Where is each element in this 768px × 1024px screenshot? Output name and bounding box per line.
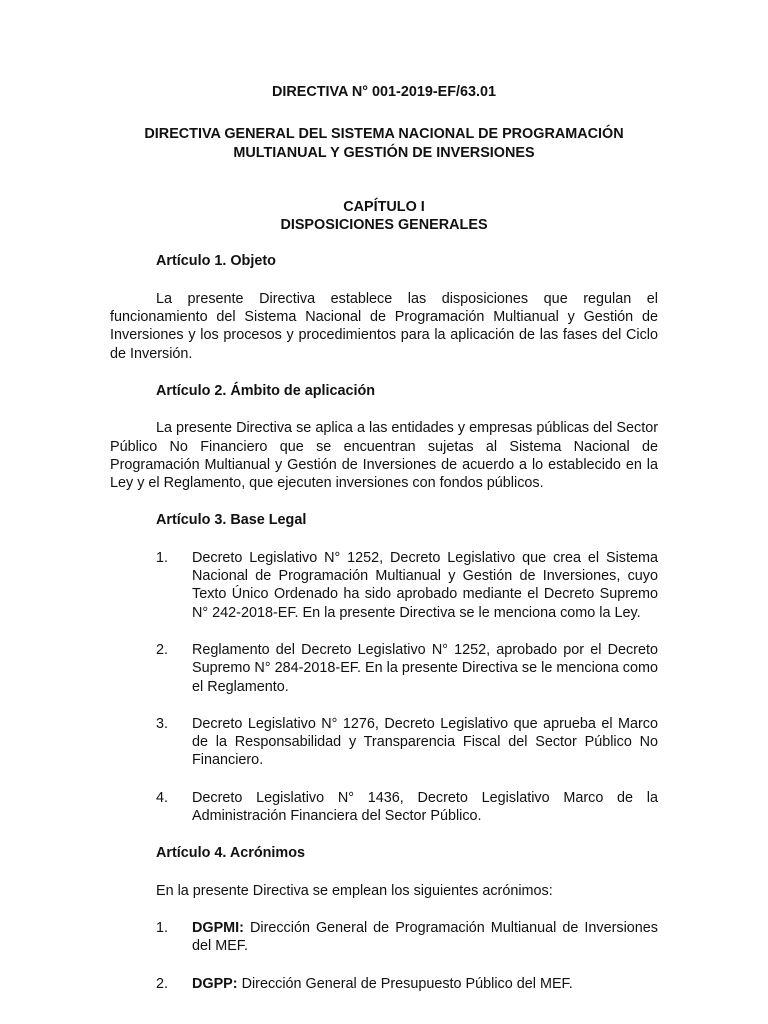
list-item xyxy=(110,789,658,826)
list-item-text: Reglamento del Decreto Legislativo N° 1252, aprobado por el Decreto Supremo N° 284-2018-EF. En la presente Directiva se le menciona como el Reglamento. xyxy=(192,641,658,695)
document-number: DIRECTIVA N° 001-2019-EF/63.01 xyxy=(271,84,497,100)
document-title-line-1: DIRECTIVA GENERAL DEL SISTEMA NACIONAL DE PROGRAMACIÓN xyxy=(144,126,624,143)
acronyms-list xyxy=(110,919,658,993)
acronym-text: Dirección General de Programación Multianual de Inversiones del MEF. xyxy=(192,919,658,955)
chapter-heading xyxy=(110,198,658,235)
list-item-text: Decreto Legislativo N° 1436, Decreto Legislativo Marco de la Administración Financiera del Sector Público. xyxy=(192,789,658,825)
document-title xyxy=(110,125,658,162)
list-item-text: Decreto Legislativo N° 1252, Decreto Legislativo que crea el Sistema Nacional de Programación Multianual y Gestión de Inversiones, cuyo Texto Único Ordenado ha sido aprobado mediante el Decreto Supremo N° 242-2018-EF. En la presente Directiva se le menciona como la Ley. xyxy=(192,549,658,621)
list-item-number: 3. xyxy=(156,715,169,732)
acronym-label: DGPMI: xyxy=(192,919,244,936)
article-2-paragraph: La presente Directiva se aplica a las entidades y empresas públicas del Sector Público No Financiero que se encuentran sujetas al Sistema Nacional de Programación Multianual y Gestión de Inversiones de acuerdo a lo establecido en la Ley y el Reglamento, que ejecuten inversiones con fondos públicos. xyxy=(110,420,658,492)
list-item-number: 2. xyxy=(156,641,169,658)
acronym-label: DGPP: xyxy=(192,975,238,992)
list-item-text: Decreto Legislativo N° 1276, Decreto Legislativo que aprueba el Marco de la Responsabilidad y Transparencia Fiscal del Sector Público No Financiero. xyxy=(192,715,658,769)
list-item xyxy=(110,975,658,993)
acronym-text: Dirección General de Presupuesto Público del MEF. xyxy=(237,975,573,992)
list-item-number: 1. xyxy=(156,919,169,936)
chapter-title: DISPOSICIONES GENERALES xyxy=(280,217,488,234)
document-title-line-2: MULTIANUAL Y GESTIÓN DE INVERSIONES xyxy=(233,144,535,161)
list-item xyxy=(110,549,658,622)
list-item-number: 2. xyxy=(156,975,169,992)
article-1-heading: Artículo 1. Objeto xyxy=(156,253,276,270)
list-item xyxy=(110,641,658,696)
acronym-definition xyxy=(192,975,658,993)
list-item xyxy=(110,919,658,956)
article-3-heading: Artículo 3. Base Legal xyxy=(156,512,307,529)
list-item-number: 4. xyxy=(156,789,169,806)
article-4-intro: En la presente Directiva se emplean los siguientes acrónimos: xyxy=(156,882,553,899)
list-item-number: 1. xyxy=(156,549,169,566)
article-2-heading: Artículo 2. Ámbito de aplicación xyxy=(156,382,376,399)
article-4-heading: Artículo 4. Acrónimos xyxy=(156,845,305,862)
article-1-paragraph: La presente Directiva establece las disposiciones que regulan el funcionamiento del Sistema Nacional de Programación Multianual y Gestión de Inversiones y los procesos y procedimientos para la aplicación de las fases del Ciclo de Inversión. xyxy=(110,290,658,362)
legal-basis-list xyxy=(110,549,658,826)
acronym-definition xyxy=(192,919,658,956)
chapter-number: CAPÍTULO I xyxy=(343,198,425,215)
list-item xyxy=(110,715,658,770)
